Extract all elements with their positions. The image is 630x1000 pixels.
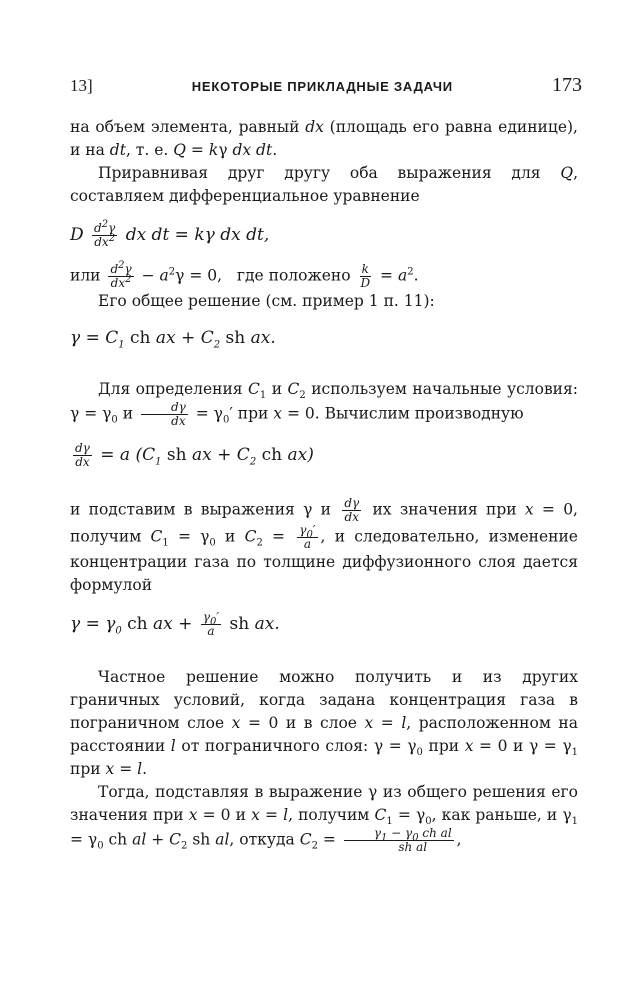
- paragraph: на объем элемента, равный dx (площадь его равна единице), и на dt, т. е. Q = kγ dx dt.: [70, 118, 578, 159]
- formula-diff-equation: D $\frac{d^2\gamma}{dx^2}$ dx dt = kγ dx dt,: [70, 219, 270, 249]
- section-number: 13]: [70, 76, 93, 95]
- formula-solution: $\gamma = \gamma_0$ ch ax + $\frac{\gamma_0'}{a}$ sh ax.: [70, 610, 280, 638]
- paragraph: Его общее решение (см. пример 1 п. 11):: [98, 292, 435, 310]
- chapter-title: НЕКОТОРЫЕ ПРИКЛАДНЫЕ ЗАДАЧИ: [191, 79, 453, 94]
- running-head: [70, 74, 582, 104]
- paragraph: и подставим в выражения γ и $\frac{d\gamma}{dx}$ их значения при x = 0, получим $C_1 = \gamma_0$ и $C_2$ = $\frac{\gamma_0'}{a}$ , и следовательно, изменение концентрации газа по толщине диффузионного слоя дается формулой: [70, 496, 578, 594]
- paragraph: Частное решение можно получить и из других граничных условий, когда задана концентрация газа в пограничном слое x = 0 и в слое x = l, расположенном на расстоянии l от пограничного слоя: $\gamma = \gamma_0$ при x = 0 и $\gamma = \gamma_1$ при x = l.: [70, 668, 579, 778]
- paragraph: Тогда, подставляя в выражение γ из общего решения его значения при x = 0 и x = l, получим $C_1 = \gamma_0$, как раньше, и $\gamma_1 = \gamma_0$ ch al + $C_2$ sh al, откуда $C_2$ = $\frac{\gamma_1 - \gamma_0 ch al}{\text{sh al}}$ ,: [70, 783, 579, 854]
- formula-derivative: $\frac{d\gamma}{dx}$ = a ($C_1$ sh ax + $C_2$ ch ax): [75, 441, 314, 469]
- page-body: [70, 116, 578, 854]
- formula-general-solution: $\gamma = C_1$ ch ax + $C_2$ sh ax.: [70, 328, 276, 351]
- page-number: 173: [551, 74, 582, 96]
- paragraph: Приравнивая друг другу оба выражения для Q, составляем дифференциальное уравнение: [70, 164, 578, 205]
- paragraph: Для определения $C_1$ и $C_2$ используем начальные условия: $\gamma = \gamma_0$ и $\frac{d\gamma}{dx}$ = $\gamma_0'$ при x = 0. Вычислим производную: [70, 380, 579, 428]
- paragraph: или $\frac{d^2\gamma}{dx^2}$ − $a^2\gamma = 0$, где положено $\frac{k}{D}$ = $a^2$.: [70, 260, 419, 290]
